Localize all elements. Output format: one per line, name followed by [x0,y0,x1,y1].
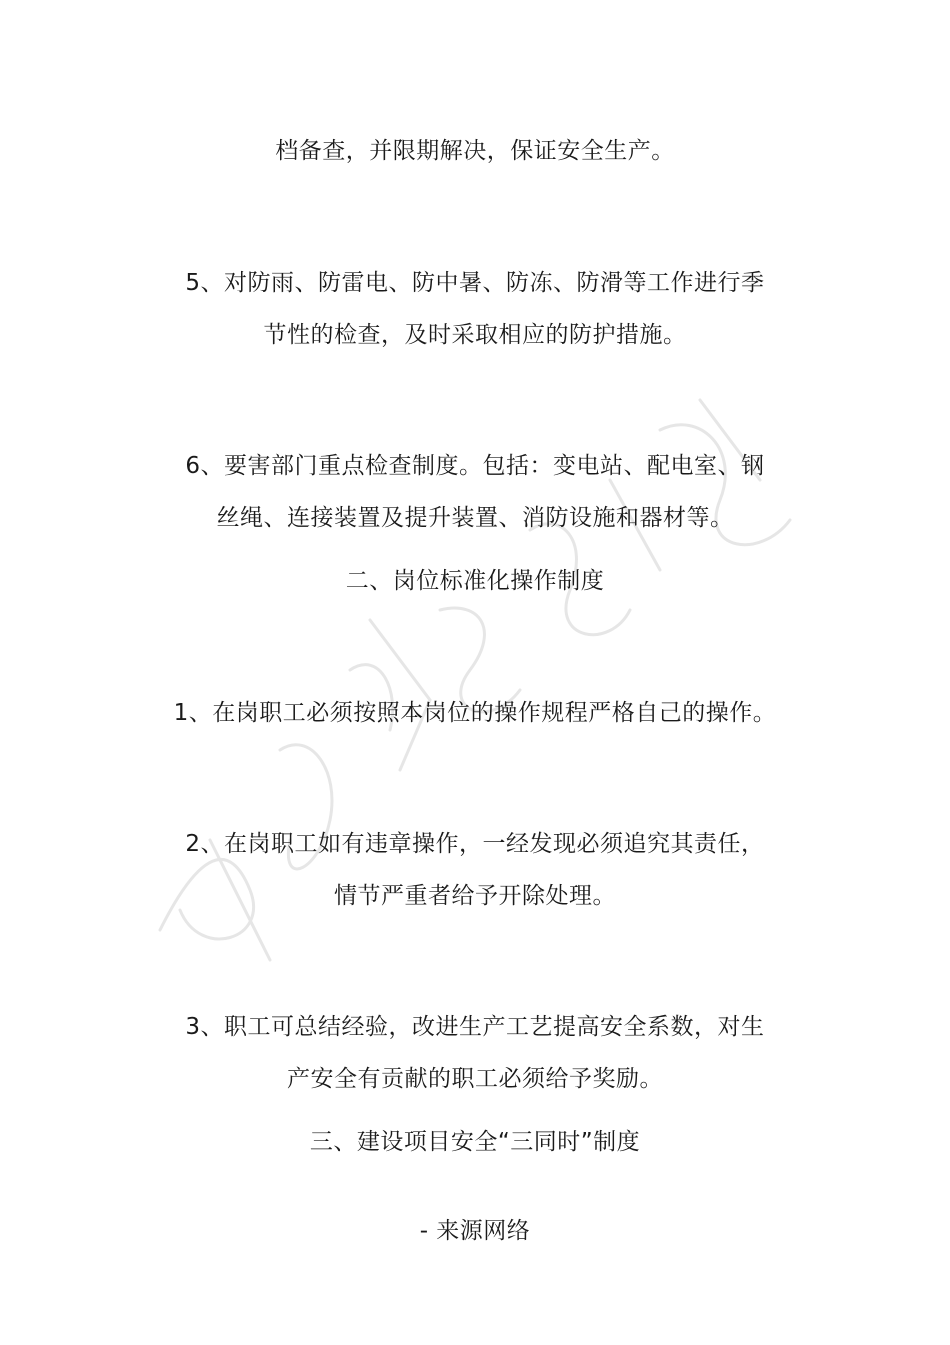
paragraph-line: 1、在岗职工必须按照本岗位的操作规程严格自己的操作。 [173,700,777,726]
page-footer: - 来源网络 [419,1218,531,1244]
paragraph-line: 5、对防雨、防雷电、防中暑、防冻、防滑等工作进行季 [185,270,765,296]
paragraph-line: 3、职工可总结经验，改进生产工艺提高安全系数，对生 [185,1014,765,1040]
paragraph-line: 产安全有贡献的职工必须给予奖励。 [287,1066,663,1092]
paragraph-line: 2、在岗职工如有违章操作，一经发现必须追究其责任， [185,831,765,857]
paragraph-line: 节性的检查，及时采取相应的防护措施。 [263,322,687,348]
paragraph-line: 档备查，并限期解决，保证安全生产。 [275,138,675,164]
paragraph-line: 6、要害部门重点检查制度。包括：变电站、配电室、钢 [185,453,765,479]
section-heading: 二、岗位标准化操作制度 [345,568,605,594]
section-heading: 三、建设项目安全“三同时”制度 [309,1129,641,1155]
paragraph-line: 情节严重者给予开除处理。 [334,883,616,909]
paragraph-line: 丝绳、连接装置及提升装置、消防设施和器材等。 [216,505,734,531]
